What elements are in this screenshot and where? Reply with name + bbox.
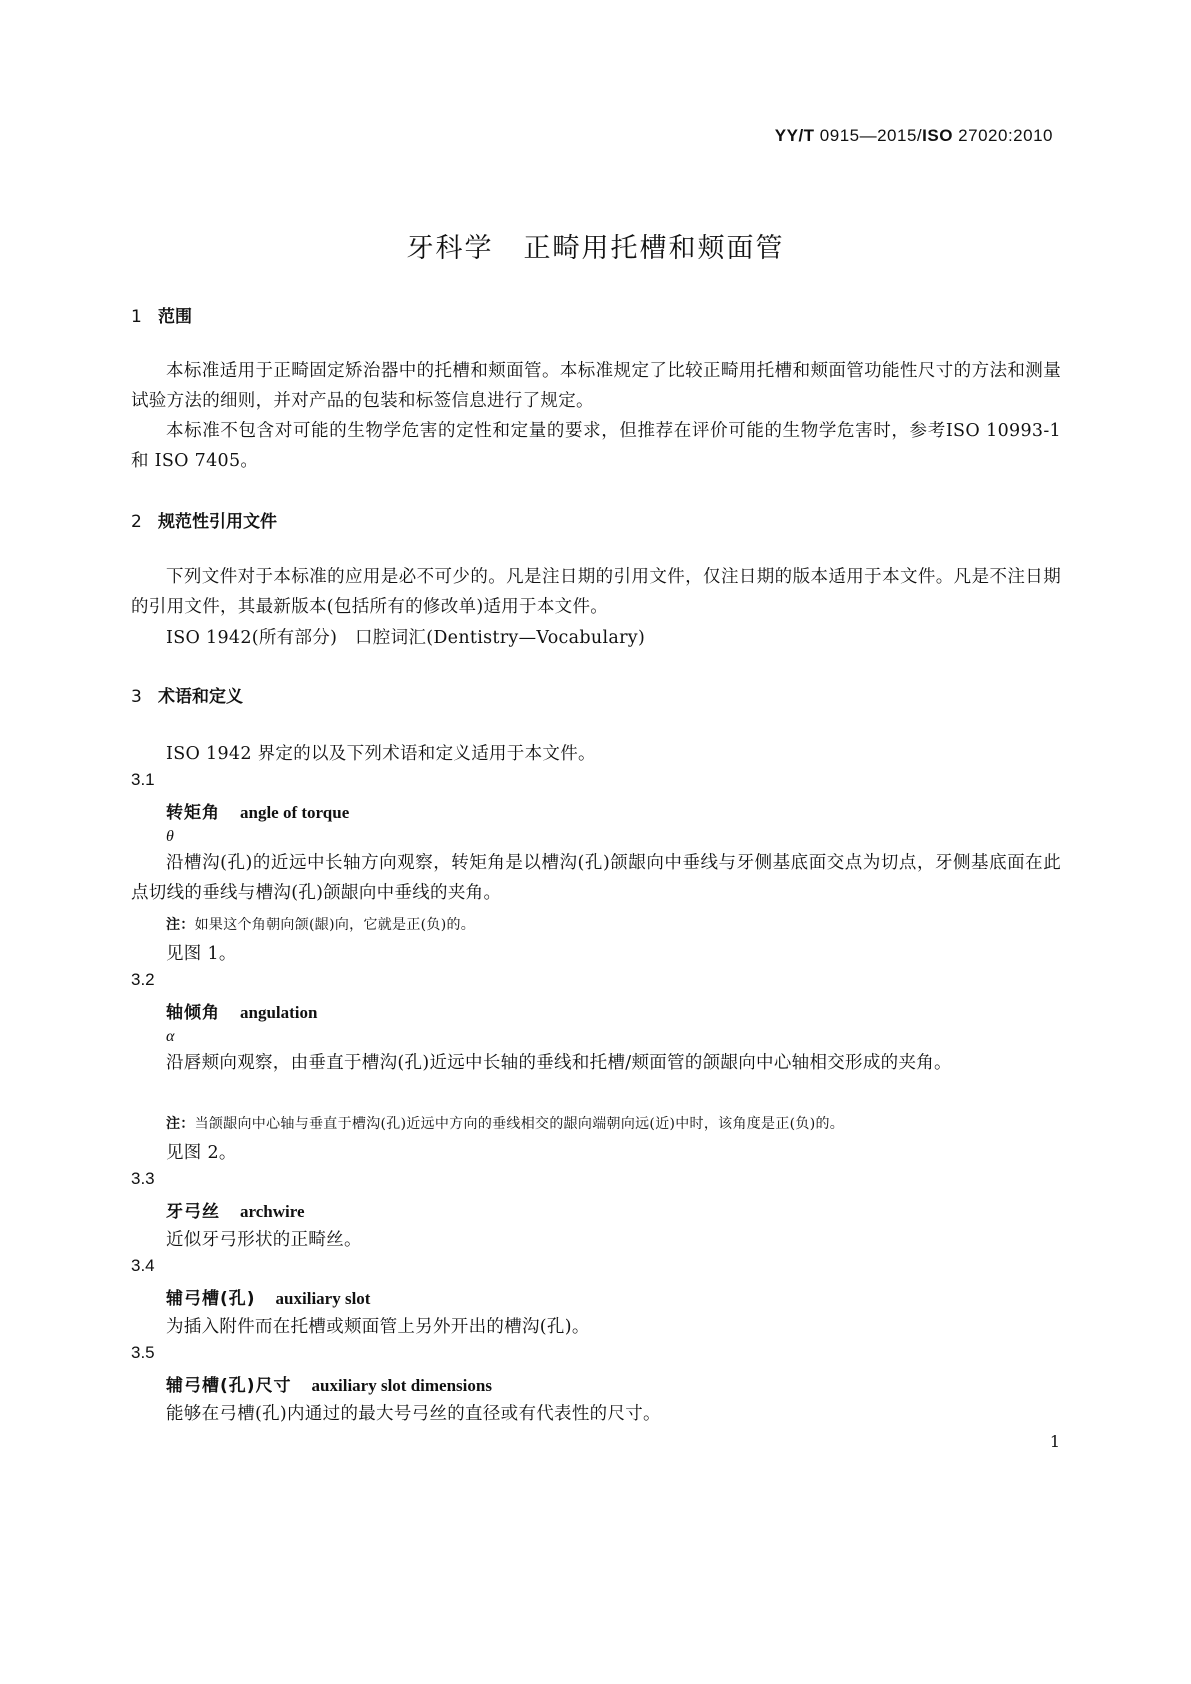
title-part2: 正畸用托槽和颊面管 (523, 233, 785, 264)
term-definition: 能够在弓槽(孔)内通过的最大号弓丝的直径或有代表性的尺寸。 (166, 1404, 661, 1424)
section-heading-terms: 3 术语和定义 (131, 687, 243, 707)
term-title: 牙弓丝 archwire (166, 1202, 305, 1222)
scope-paragraph-2: 本标准不包含对可能的生物学危害的定性和定量的要求，但推荐在评价可能的生物学危害时，参考ISO 10993-1 和 ISO 7405。 (131, 421, 1061, 471)
scope-paragraph-1: 本标准适用于正畸固定矫治器中的托槽和颊面管。本标准规定了比较正畸用托槽和颊面管功能性尺寸的方法和测量试验方法的细则，并对产品的包装和标签信息进行了规定。 (131, 361, 1061, 411)
document-title (0, 226, 1191, 265)
references-paragraph: 下列文件对于本标准的应用是必不可少的。凡是注日期的引用文件，仅注日期的版本适用于本文件。凡是不注日期的引用文件，其最新版本(包括所有的修改单)适用于本文件。 (131, 567, 1061, 617)
term-definition: 沿槽沟(孔)的近远中长轴方向观察，转矩角是以槽沟(孔)颌龈向中垂线与牙侧基底面交点为切点，牙侧基底面在此点切线的垂线与槽沟(孔)颌龈向中垂线的夹角。 (131, 853, 1061, 903)
title-part1: 牙科学 (406, 233, 494, 264)
term-symbol: α (166, 1028, 175, 1045)
figure-reference: 见图 1。 (166, 944, 237, 964)
clause-number: 3.4 (131, 1256, 155, 1275)
term-note: 注：当颌龈向中心轴与垂直于槽沟(孔)近远中方向的垂线相交的龈向端朝向远(近)中时，该角度是正(负)的。 (166, 1116, 845, 1132)
term-title: 辅弓槽(孔) auxiliary slot (166, 1289, 371, 1309)
reference-item: ISO 1942(所有部分) 口腔词汇(Dentistry—Vocabulary) (166, 628, 646, 648)
page-number: 1 (1049, 1432, 1060, 1451)
figure-reference: 见图 2。 (166, 1143, 237, 1163)
term-title: 辅弓槽(孔)尺寸 auxiliary slot dimensions (166, 1376, 492, 1396)
section-heading-normative-references: 2 规范性引用文件 (131, 512, 277, 532)
term-title: 轴倾角 angulation (166, 1003, 318, 1023)
standard-code: YY/T 0915—2015/ISO 27020:2010 (774, 126, 1053, 145)
term-definition: 为插入附件而在托槽或颊面管上另外开出的槽沟(孔)。 (166, 1317, 590, 1337)
term-symbol: θ (166, 828, 174, 845)
clause-number: 3.1 (131, 770, 155, 789)
term-note: 注：如果这个角朝向颌(龈)向，它就是正(负)的。 (166, 917, 476, 933)
term-title: 转矩角 angle of torque (166, 803, 350, 823)
term-definition: 沿唇颊向观察，由垂直于槽沟(孔)近远中长轴的垂线和托槽/颊面管的颌龈向中心轴相交形成的夹角。 (166, 1053, 952, 1073)
clause-number: 3.5 (131, 1343, 155, 1362)
clause-number: 3.2 (131, 970, 155, 989)
section-heading-scope: 1 范围 (131, 307, 192, 327)
terms-intro: ISO 1942 界定的以及下列术语和定义适用于本文件。 (166, 744, 596, 764)
clause-number: 3.3 (131, 1169, 155, 1188)
term-definition: 近似牙弓形状的正畸丝。 (166, 1230, 362, 1250)
